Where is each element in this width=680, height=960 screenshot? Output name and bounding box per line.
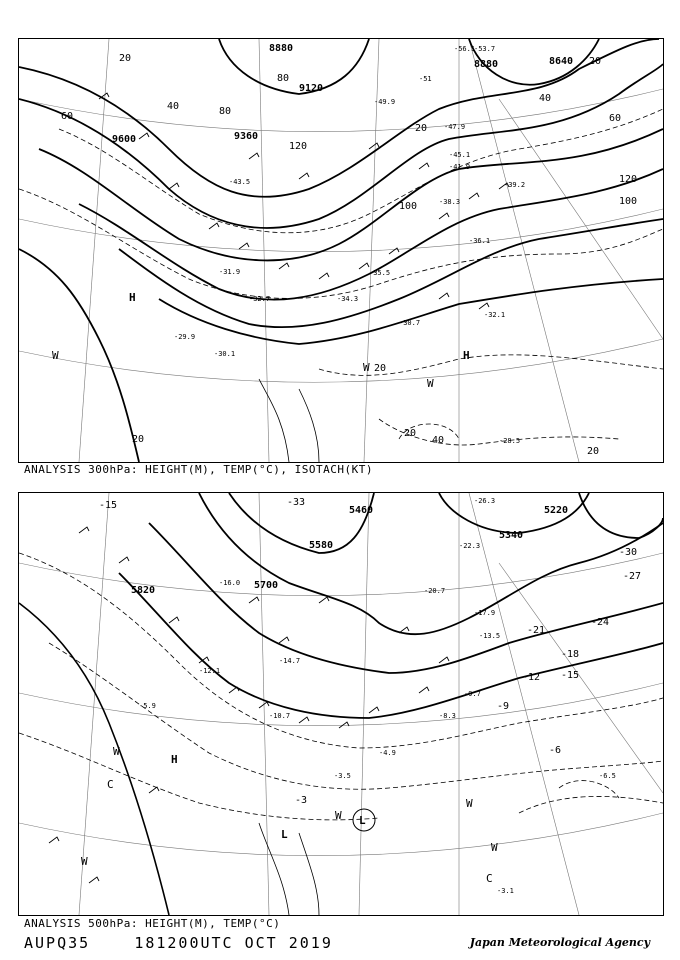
isotach-label: 40 <box>167 101 180 112</box>
temp-label: -13.5 <box>479 632 501 640</box>
height-label: 9120 <box>299 83 324 94</box>
isotherm-label: -30 <box>619 547 638 558</box>
coastline <box>19 603 169 915</box>
chart-valid-time: 181200UTC OCT 2019 <box>134 934 333 952</box>
temp-label: -47.9 <box>444 123 466 131</box>
temp-label: -28.5 <box>499 437 521 445</box>
height-label: 5820 <box>131 585 156 596</box>
temp-label: -36.1 <box>469 237 491 245</box>
temp-label: -56.1 <box>454 45 476 53</box>
isotherm-labels <box>99 497 641 806</box>
map-300hpa-drawing <box>19 39 663 462</box>
isotach-label: 20 <box>589 56 602 67</box>
isotach-label: 120 <box>289 141 308 152</box>
agency-credit: Japan Meteorological Agency <box>469 936 650 949</box>
height-labels <box>131 505 568 596</box>
temp-label: -39.2 <box>504 181 526 189</box>
isotach-label: 20 <box>119 53 132 64</box>
warm-marker: W <box>113 745 120 758</box>
temp-label: -49.9 <box>374 98 396 106</box>
isotherm-label: -12 <box>522 672 541 683</box>
map-300hpa <box>18 38 664 463</box>
cold-marker: C <box>107 778 114 791</box>
temp-label: -4.9 <box>379 749 396 757</box>
temp-label: -31.9 <box>219 268 241 276</box>
warm-marker: W <box>52 349 59 362</box>
temp-label: -26.3 <box>474 497 496 505</box>
isotach-label: 60 <box>61 111 74 122</box>
temp-label: -22.3 <box>459 542 481 550</box>
temp-label: -5.9 <box>139 702 156 710</box>
cold-marker: C <box>486 872 493 885</box>
isotach-label: 60 <box>609 113 622 124</box>
isotach-label: 40 <box>432 435 445 446</box>
pressure-centers <box>81 745 498 885</box>
coastline <box>19 249 139 462</box>
temp-label: -16.0 <box>219 579 241 587</box>
temp-label: -35.5 <box>369 269 391 277</box>
isotherm-label: -24 <box>591 617 610 628</box>
isotherm-label: -15 <box>561 670 580 681</box>
warm-marker: W <box>491 841 498 854</box>
temp-label: -17.9 <box>474 609 496 617</box>
isotherm-label: -6 <box>549 745 562 756</box>
temp-label: -29.9 <box>174 333 196 341</box>
isotach-label: 20 <box>415 123 428 134</box>
caption-500hpa: ANALYSIS 500hPa: HEIGHT(M), TEMP(°C) <box>24 917 281 930</box>
isotach-label: 100 <box>399 201 418 212</box>
warm-marker: W <box>427 377 434 390</box>
temp-label: -41.9 <box>449 163 471 171</box>
temperature-labels <box>174 45 525 445</box>
warm-marker: W <box>335 809 342 822</box>
temp-label: -9.7 <box>464 690 481 698</box>
temperature-labels <box>139 497 616 895</box>
isotherm-label: -18 <box>561 649 580 660</box>
isotach-label: 20 <box>374 363 387 374</box>
height-label: 8880 <box>474 59 499 70</box>
isotherm-label: -21 <box>527 625 546 636</box>
height-label: 9360 <box>234 131 259 142</box>
graticule <box>19 39 663 462</box>
high-center: H <box>129 291 136 304</box>
height-contours <box>119 493 663 718</box>
warm-marker: W <box>81 855 88 868</box>
caption-300hpa: ANALYSIS 300hPa: HEIGHT(M), TEMP(°C), ISOTACH(KT) <box>24 463 374 476</box>
isotach-label: 80 <box>277 73 290 84</box>
warm-marker: W <box>466 797 473 810</box>
temp-label: -32.1 <box>484 311 506 319</box>
height-label: 5580 <box>309 540 334 551</box>
isotach-label: 40 <box>539 93 552 104</box>
temp-label: -53.7 <box>474 45 496 53</box>
isotachs <box>19 109 663 445</box>
height-label: 5340 <box>499 530 524 541</box>
temp-label: -12.1 <box>199 667 221 675</box>
temp-label: -10.7 <box>269 712 291 720</box>
isotherm-label: -27 <box>623 571 642 582</box>
temp-label: -3.1 <box>497 887 514 895</box>
isotach-label: 120 <box>619 174 638 185</box>
height-label: 9600 <box>112 134 137 145</box>
isotherm-label: -3 <box>295 795 308 806</box>
temp-label: -14.7 <box>279 657 301 665</box>
isotherm-label: -15 <box>99 500 118 511</box>
height-label: 5700 <box>254 580 279 591</box>
map-500hpa <box>18 492 664 916</box>
temp-label: -30.7 <box>399 319 421 327</box>
temp-label: -30.1 <box>214 350 236 358</box>
temp-label: -32.7 <box>249 295 271 303</box>
isotach-label: 20 <box>132 434 145 445</box>
isotherm-label: -9 <box>497 701 510 712</box>
high-center: H <box>171 753 178 766</box>
high-center: H <box>463 349 470 362</box>
temp-label: -34.3 <box>337 295 359 303</box>
height-label: 8640 <box>549 56 574 67</box>
map-500hpa-drawing <box>19 493 663 915</box>
temp-label: -38.3 <box>439 198 461 206</box>
isotach-label: 100 <box>619 196 638 207</box>
height-label: 8880 <box>269 43 294 54</box>
isotach-label: 20 <box>404 428 417 439</box>
low-center: L <box>281 828 288 841</box>
temp-label: -8.3 <box>439 712 456 720</box>
isotach-label: 20 <box>587 446 600 457</box>
temp-label: -6.5 <box>599 772 616 780</box>
isotherm-label: -33 <box>287 497 306 508</box>
height-label: 5220 <box>544 505 569 516</box>
graticule <box>19 493 663 915</box>
temp-label: -20.7 <box>424 587 446 595</box>
low-center: L <box>359 814 366 827</box>
isotach-label: 80 <box>219 106 232 117</box>
chart-code: AUPQ35 <box>24 934 91 952</box>
chart-id-footer <box>24 934 333 952</box>
temp-label: -51 <box>419 75 432 83</box>
temp-label: -3.5 <box>334 772 351 780</box>
wind-barbs <box>49 527 449 883</box>
isotach-labels <box>61 53 637 457</box>
warm-marker: W <box>363 361 370 374</box>
temp-label: -45.1 <box>449 151 471 159</box>
height-label: 5460 <box>349 505 374 516</box>
temp-label: -43.5 <box>229 178 251 186</box>
